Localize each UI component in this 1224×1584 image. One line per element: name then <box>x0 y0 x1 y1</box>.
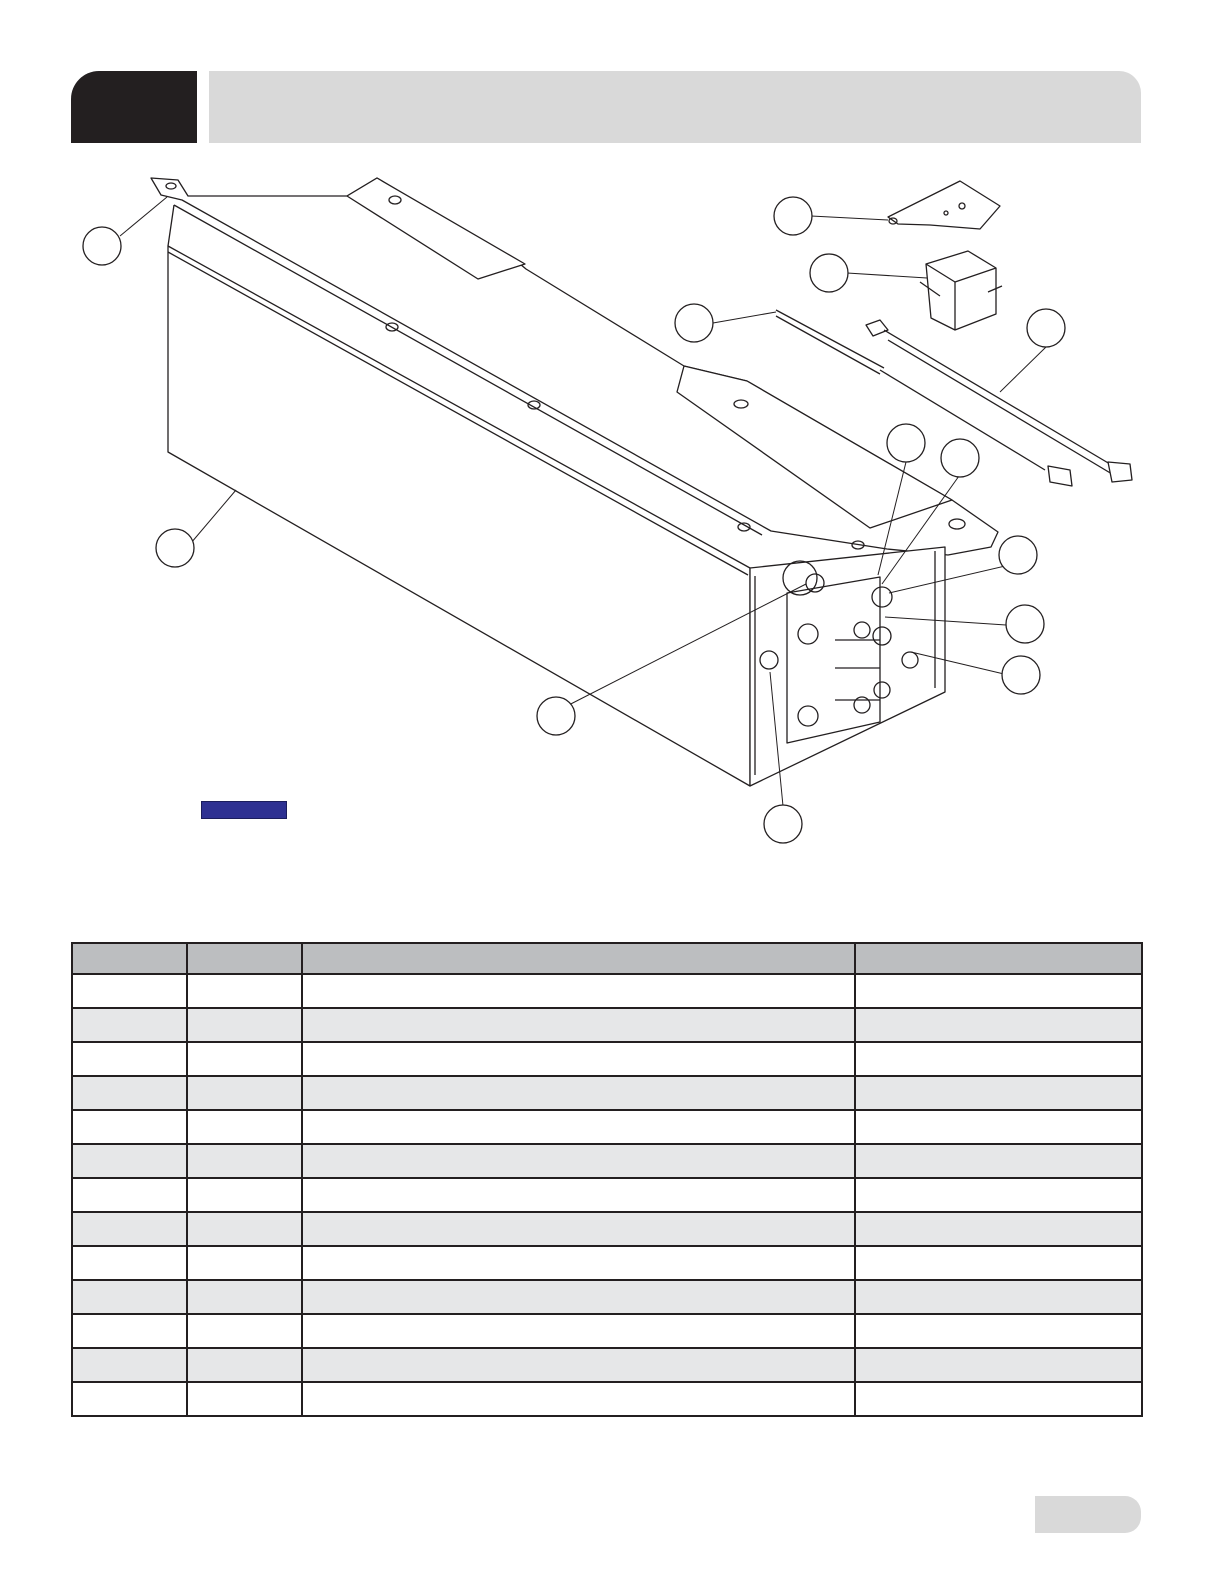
legend-swatch <box>201 801 287 819</box>
table-row <box>72 1076 1142 1110</box>
callout-circle <box>999 536 1037 574</box>
table-cell <box>187 1042 302 1076</box>
table-cell <box>855 1008 1142 1042</box>
table-cell <box>302 1110 855 1144</box>
table-cell <box>302 1382 855 1416</box>
table-cell <box>302 1076 855 1110</box>
table-cell <box>72 1042 187 1076</box>
table-cell <box>72 1110 187 1144</box>
table-cell <box>302 1246 855 1280</box>
table-row <box>72 1212 1142 1246</box>
parts-table <box>71 942 1143 1417</box>
table-row <box>72 1042 1142 1076</box>
mounting-bracket <box>888 181 1000 229</box>
table-row <box>72 1178 1142 1212</box>
page-title-bar <box>209 71 1141 143</box>
box-top-edge <box>168 205 174 246</box>
column-header <box>187 943 302 974</box>
column-header <box>855 943 1142 974</box>
table-cell <box>72 1314 187 1348</box>
table-cell <box>855 1178 1142 1212</box>
table-cell <box>187 1382 302 1416</box>
table-cell <box>187 974 302 1008</box>
table-cell <box>855 1042 1142 1076</box>
table-row <box>72 1348 1142 1382</box>
exploded-parts-diagram <box>0 150 1224 870</box>
table-cell <box>302 1280 855 1314</box>
table-cell <box>855 974 1142 1008</box>
table-cell <box>72 1348 187 1382</box>
table-row <box>72 1144 1142 1178</box>
page-number-tab <box>1035 1496 1141 1533</box>
table-cell <box>72 1382 187 1416</box>
callout-circle <box>1006 605 1044 643</box>
column-header <box>302 943 855 974</box>
table-cell <box>72 1246 187 1280</box>
callout-circle <box>774 197 812 235</box>
callout-circle <box>675 304 713 342</box>
table-cell <box>302 1314 855 1348</box>
table-cell <box>855 1280 1142 1314</box>
table-cell <box>187 1076 302 1110</box>
table-cell <box>302 1178 855 1212</box>
relay <box>920 251 1002 330</box>
table-cell <box>72 1212 187 1246</box>
table-row <box>72 1110 1142 1144</box>
table-cell <box>855 1246 1142 1280</box>
table-row <box>72 1382 1142 1416</box>
callout-circle <box>156 529 194 567</box>
table-cell <box>855 1144 1142 1178</box>
callout-circle <box>764 805 802 843</box>
table-cell <box>855 1382 1142 1416</box>
table-cell <box>855 1076 1142 1110</box>
table-cell <box>187 1348 302 1382</box>
table-cell <box>302 1348 855 1382</box>
table-cell <box>302 1042 855 1076</box>
table-cell <box>72 974 187 1008</box>
table-cell <box>187 1178 302 1212</box>
table-cell <box>302 1144 855 1178</box>
callout-circle <box>1002 656 1040 694</box>
table-cell <box>855 1110 1142 1144</box>
table-row <box>72 1314 1142 1348</box>
table-cell <box>302 974 855 1008</box>
table-cell <box>187 1110 302 1144</box>
table-row <box>72 974 1142 1008</box>
table-row <box>72 1246 1142 1280</box>
table-cell <box>302 1008 855 1042</box>
table-cell <box>855 1314 1142 1348</box>
section-number-tab <box>71 71 197 143</box>
callout-circle <box>1027 309 1065 347</box>
table-cell <box>72 1144 187 1178</box>
table-cell <box>187 1314 302 1348</box>
table-cell <box>187 1246 302 1280</box>
table-cell <box>72 1178 187 1212</box>
table-header-row <box>72 943 1142 974</box>
callout-circle <box>887 424 925 462</box>
callout-circle <box>941 439 979 477</box>
callout-circle <box>83 227 121 265</box>
callout-circle <box>810 254 848 292</box>
table-row <box>72 1280 1142 1314</box>
table-cell <box>855 1348 1142 1382</box>
table-row <box>72 1008 1142 1042</box>
table-cell <box>187 1008 302 1042</box>
table-cell <box>72 1076 187 1110</box>
table-cell <box>855 1212 1142 1246</box>
table-cell <box>187 1280 302 1314</box>
callout-circle <box>537 697 575 735</box>
table-cell <box>187 1144 302 1178</box>
table-cell <box>187 1212 302 1246</box>
table-cell <box>72 1280 187 1314</box>
column-header <box>72 943 187 974</box>
table-cell <box>72 1008 187 1042</box>
table-cell <box>302 1212 855 1246</box>
